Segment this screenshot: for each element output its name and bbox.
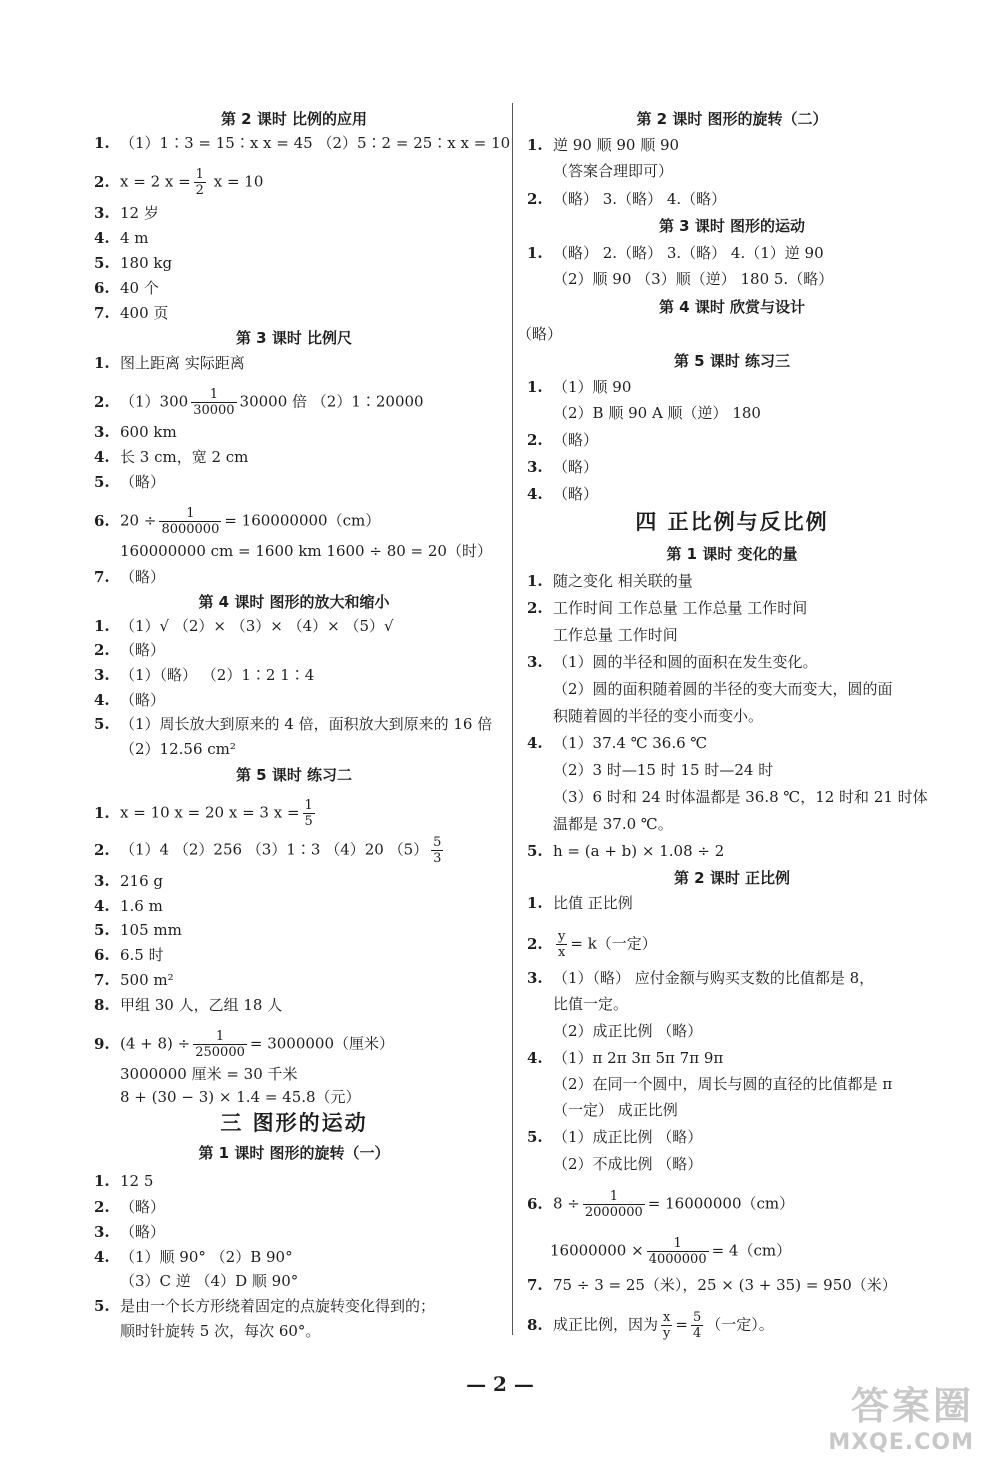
answer-line: 3. 216 g bbox=[94, 872, 164, 890]
section-heading: 第 3 课时 图形的运动 bbox=[658, 217, 806, 235]
answer-line: 2. （略） bbox=[527, 431, 599, 449]
answer-line: 5. （略） bbox=[94, 473, 166, 491]
fraction: $\frac{1}{8000000}$ bbox=[161, 506, 220, 537]
section-heading: 第 1 课时 图形的旋转（一） bbox=[198, 1144, 390, 1162]
answer-line: 3. 600 km bbox=[94, 423, 177, 441]
section-heading: 第 3 课时 比例尺 bbox=[235, 329, 353, 347]
section-heading: 第 1 课时 变化的量 bbox=[666, 545, 798, 563]
answer-line: 8. 甲组 30 人，乙组 18 人 bbox=[94, 996, 283, 1014]
answer-line: 5. 是由一个长方形绕着固定的点旋转变化得到的； bbox=[94, 1297, 436, 1315]
answer-line: 4. （1）37.4 ℃ 36.6 ℃ bbox=[527, 734, 708, 752]
answer-line: 2. 工作时间 工作总量 工作总量 工作时间 bbox=[527, 599, 808, 617]
fraction: $\frac{1}{5}$ bbox=[304, 798, 313, 829]
answer-line: 4. 4 m bbox=[94, 229, 149, 247]
section-heading: 第 2 课时 正比例 bbox=[673, 869, 791, 887]
answer-line: 温都是 37.0 ℃。 bbox=[553, 815, 673, 833]
answer-line: 3. 12 岁 bbox=[94, 204, 159, 222]
answer-line: 工作总量 工作时间 bbox=[553, 626, 678, 644]
answer-line: 4. （略） bbox=[527, 485, 599, 503]
answer-line: 1. （1）顺 90 bbox=[527, 378, 632, 396]
answer-line: 6. 8 ÷ $\frac{1}{2000000}$ = 16000000（cm） bbox=[527, 1189, 795, 1220]
answer-line: （2）在同一个圆中，周长与圆的直径的比值都是 π bbox=[553, 1075, 893, 1093]
answer-line: 1. （1）√ （2）× （3）× （4）× （5）√ bbox=[94, 617, 394, 635]
answer-line: （2）成正比例 （略） bbox=[553, 1022, 703, 1040]
answer-line: 2. （略） bbox=[94, 641, 166, 659]
answer-line: 顺时针旋转 5 次，每次 60°。 bbox=[120, 1322, 321, 1340]
answer-line: 1. 图上距离 实际距离 bbox=[94, 354, 245, 372]
answer-line: 2. $\frac{y}{x}$ = k（一定） bbox=[527, 929, 657, 960]
answer-line: 2. x = 2 x = $\frac{1}{2}$ x = 10 bbox=[94, 167, 264, 198]
answer-line: 7. 400 页 bbox=[94, 304, 169, 322]
answer-line: 5. 105 mm bbox=[94, 921, 182, 939]
answer-line: 3. （1）（略） （2）1∶2 1∶4 bbox=[94, 666, 315, 684]
answer-line: 7. （略） bbox=[94, 568, 166, 586]
answer-line: 2. （1）300 $\frac{1}{30000}$ 30000 倍 （2）1∶20000 bbox=[94, 387, 424, 418]
answer-line: 5. （1）周长放大到原来的 4 倍，面积放大到原来的 16 倍 bbox=[94, 715, 493, 733]
chapter-title: 四 正比例与反比例 bbox=[635, 510, 829, 534]
answer-line: 16000000 × $\frac{1}{4000000}$ = 4（cm） bbox=[550, 1236, 792, 1267]
answer-line: 1. 逆 90 顺 90 顺 90 bbox=[527, 136, 680, 154]
answer-line: 1. x = 10 x = 20 x = 3 x = $\frac{1}{5}$ bbox=[94, 798, 313, 829]
answer-line: 2. （略） bbox=[94, 1198, 166, 1216]
answer-line: （3）6 时和 24 时体温都是 36.8 ℃，12 时和 21 时体 bbox=[553, 788, 928, 806]
answer-line: （2）3 时—15 时 15 时—24 时 bbox=[553, 761, 774, 779]
answer-line: 3. （1）（略） 应付金额与购买支数的比值都是 8， bbox=[527, 969, 875, 987]
answer-line: （3）C 逆 （4）D 顺 90° bbox=[120, 1272, 299, 1290]
answer-line: 3. （略） bbox=[94, 1223, 166, 1241]
page-number: — 2 — bbox=[466, 1372, 534, 1396]
answer-line: （2）不成比例 （略） bbox=[553, 1155, 703, 1173]
column-divider bbox=[512, 103, 513, 1335]
answer-line: 6. 6.5 时 bbox=[94, 946, 164, 964]
fraction: $\frac{1}{4000000}$ bbox=[648, 1236, 707, 1267]
answer-line: 3. （略） bbox=[527, 458, 599, 476]
section-heading: 第 2 课时 比例的应用 bbox=[220, 110, 368, 128]
fraction: $\frac{1}{30000}$ bbox=[193, 387, 235, 418]
answer-line: 1. 比值 正比例 bbox=[527, 894, 633, 912]
answer-line: 3. （1）圆的半径和圆的面积在发生变化。 bbox=[527, 653, 818, 671]
answer-line: 7. 75 ÷ 3 = 25（米），25 × (3 + 35) = 950（米） bbox=[527, 1276, 897, 1294]
answer-line: 1. （1）1∶3 = 15∶x x = 45 （2）5∶2 = 25∶x x = 10 bbox=[94, 134, 511, 152]
fraction: $\frac{x}{y}$ bbox=[663, 1310, 671, 1341]
answer-line: （略） bbox=[517, 325, 563, 343]
answer-line: 4. （略） bbox=[94, 691, 166, 709]
fraction: $\frac{5}{3}$ bbox=[433, 835, 442, 866]
answer-line: 6. 40 个 bbox=[94, 279, 159, 297]
answer-line: 比值一定。 bbox=[553, 995, 629, 1013]
answer-line: 4. （1）顺 90° （2）B 90° bbox=[94, 1248, 293, 1266]
chapter-title: 三 图形的运动 bbox=[220, 1111, 368, 1135]
answer-line: 160000000 cm = 1600 km 1600 ÷ 80 = 20（时） bbox=[120, 542, 492, 560]
fraction: $\frac{1}{2}$ bbox=[195, 167, 204, 198]
watermark-logo: 答案圈 MXQE.COM bbox=[828, 1384, 974, 1455]
answer-line: 4. （1）π 2π 3π 5π 7π 9π bbox=[527, 1049, 724, 1067]
answer-line: 1. 12 5 bbox=[94, 1172, 154, 1190]
answer-line: 2. （1）4 （2）256 （3）1∶3 （4）20 （5） $\frac{5}{3}$ bbox=[94, 835, 442, 866]
answer-line: 4. 1.6 m bbox=[94, 897, 163, 915]
answer-line: 9. (4 + 8) ÷ $\frac{1}{250000}$ = 3000000（厘米） bbox=[94, 1029, 395, 1060]
answer-line: 3000000 厘米 = 30 千米 bbox=[120, 1065, 298, 1083]
answer-line: 8. 成正比例，因为 $\frac{x}{y}$ = $\frac{5}{4}$ （一定）。 bbox=[527, 1310, 774, 1341]
answer-line: 2. （略） 3.（略） 4.（略） bbox=[527, 190, 727, 208]
answer-line: （2）顺 90 （3）顺（逆） 180 5.（略） bbox=[553, 270, 834, 288]
answer-line: （2）圆的面积随着圆的半径的变大而变大，圆的面 bbox=[553, 680, 893, 698]
section-heading: 第 5 课时 练习三 bbox=[673, 352, 791, 370]
answer-line: 8 + (30 − 3) × 1.4 = 45.8（元） bbox=[120, 1088, 361, 1106]
answer-line: （2）12.56 cm² bbox=[120, 740, 236, 758]
answer-line: 6. 20 ÷ $\frac{1}{8000000}$ = 160000000（cm） bbox=[94, 506, 381, 537]
answer-line: 1. 随之变化 相关联的量 bbox=[527, 572, 693, 590]
section-heading: 第 4 课时 图形的放大和缩小 bbox=[198, 593, 390, 611]
answer-line: 1. （略） 2.（略） 3.（略） 4.（1）逆 90 bbox=[527, 244, 824, 262]
section-heading: 第 4 课时 欣赏与设计 bbox=[658, 298, 806, 316]
answer-line: 积随着圆的半径的变小而变小。 bbox=[553, 707, 764, 725]
answer-line: （一定） 成正比例 bbox=[553, 1101, 678, 1119]
answer-line: （2）B 顺 90 A 顺（逆） 180 bbox=[553, 404, 761, 422]
answer-line: 5. 180 kg bbox=[94, 254, 173, 272]
answer-line: 5. h = (a + b) × 1.08 ÷ 2 bbox=[527, 842, 725, 860]
answer-line: （答案合理即可） bbox=[553, 162, 674, 180]
answer-line: 5. （1）成正比例 （略） bbox=[527, 1128, 703, 1146]
answer-line: 4. 长 3 cm，宽 2 cm bbox=[94, 448, 249, 466]
fraction: $\frac{1}{250000}$ bbox=[195, 1029, 245, 1060]
fraction: $\frac{y}{x}$ bbox=[558, 929, 566, 960]
fraction: $\frac{5}{4}$ bbox=[692, 1310, 702, 1341]
section-heading: 第 5 课时 练习二 bbox=[235, 766, 353, 784]
answer-line: 7. 500 m² bbox=[94, 971, 174, 989]
fraction: $\frac{1}{2000000}$ bbox=[584, 1189, 643, 1220]
section-heading: 第 2 课时 图形的旋转（二） bbox=[636, 110, 828, 128]
